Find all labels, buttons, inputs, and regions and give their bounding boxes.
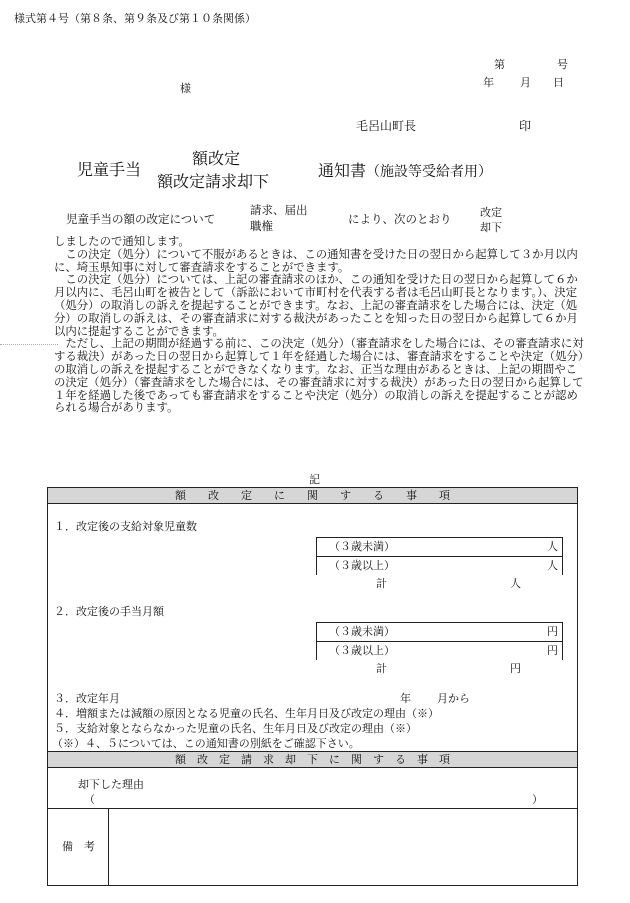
row-unit: 人 <box>547 559 558 572</box>
remarks-column-line <box>108 808 109 885</box>
paragraph-1: この決定（処分）について不服があるときは、この通知書を受けた日の翌日から起算して３か月以内に、埼玉県知事に対して審査請求をすることができます。 <box>54 246 578 274</box>
row-label: （３歳未満） <box>329 540 395 553</box>
item4-label: ４．増額または減額の原因となる児童の氏名、生年月日及び改定の理由（※） <box>54 707 439 720</box>
row-label: （３歳未満） <box>329 625 395 638</box>
section1-header: 額 改 定 に 関 す る 事 項 <box>48 487 577 504</box>
intro-part1: 児童手当の額の改定について <box>66 212 216 226</box>
children-total <box>316 575 563 593</box>
date-month: 月 <box>520 76 531 89</box>
title-option-rejection: 額改定請求却下 <box>157 172 270 191</box>
title-paren: （施設等受給者用） <box>366 164 492 180</box>
margin-dotted-line <box>0 344 58 345</box>
item3-year: 年 <box>400 692 411 705</box>
title-prefix: 児童手当 <box>77 160 142 179</box>
number-dai: 第 <box>494 58 505 71</box>
seal-mark: 印 <box>519 119 532 133</box>
remarks-divider <box>48 808 577 809</box>
reason-label: 却下した理由 <box>78 778 144 791</box>
amount-row-over3 <box>316 641 563 660</box>
section2-header: 額 改 定 請 求 却 下 に 関 す る 事 項 <box>48 751 577 768</box>
intro-choice1-line1: 請求、届出 <box>250 203 308 217</box>
row-label: （３歳以上） <box>329 559 395 572</box>
total-label: 計 <box>376 577 387 590</box>
form-number: 様式第４号（第８条、第９条及び第１０条関係） <box>14 12 256 25</box>
remarks-label: 備 考 <box>62 840 95 853</box>
paragraph-2: この決定（処分）については、上記の審査請求のほか、この通知を受けた日の翌日から起算して６か月以内に、毛呂山町を被告として（訴訟において市町村を代表する者は毛呂山町長となります。）、決定（処分）の取消しの訴えを提起することができます。なお、上記の審査請求をした場合には、決定（処分）の取消しの訴えは、その審査請求に対する裁決があったことを知った日の翌日から起算して６か月以内に提起することができます。 <box>54 272 578 338</box>
amount-total <box>316 660 563 678</box>
item3-month-from: 月から <box>437 692 470 705</box>
item2-label: ２．改定後の手当月額 <box>54 605 164 618</box>
total-unit: 円 <box>510 662 521 675</box>
row-unit: 人 <box>547 540 558 553</box>
amount-row-under3 <box>316 622 563 641</box>
amount-table <box>316 622 563 678</box>
children-row-under3 <box>316 537 563 556</box>
intro-choice2-line1: 改定 <box>480 206 502 219</box>
title-option-revision: 額改定 <box>192 149 241 168</box>
reason-paren-open: （ <box>84 793 95 806</box>
item1-label: １．改定後の支給対象児童数 <box>54 520 197 533</box>
recipient-sama: 様 <box>180 82 191 95</box>
title-suffix: 通知書 <box>318 161 367 180</box>
date-year: 年 <box>483 76 494 89</box>
paragraph-3: ただし、上記の期間が経過する前に、この決定（処分）（審査請求をした場合には、その審査請求に対する裁決）があった日の翌日から起算して１年を経過した場合には、審査請求をすることや決定（処分）の取消しの訴えを提起することができなくなります。なお、正当な理由があるときは、上記の期間やこの決定（処分）（審査請求をした場合には、その審査請求に対する裁決）があった日の翌日から起算して１年を経過した後であっても審査請求をすることや決定（処分）の取消しの訴えを提起することが認められる場合があります。 <box>54 336 584 415</box>
ki-heading: 記 <box>309 473 320 486</box>
date-day: 日 <box>553 76 564 89</box>
details-box <box>47 487 578 886</box>
reason-paren-close: ） <box>532 793 543 806</box>
intro-part3: しましたので通知します。 <box>54 234 190 248</box>
note: （※）４、５については、この通知書の別紙をご確認下さい。 <box>52 737 360 750</box>
row-label: （３歳以上） <box>329 644 395 657</box>
item5-label: ５．支給対象とならなかった児童の氏名、生年月日及び改定の理由（※） <box>54 722 417 735</box>
row-unit: 円 <box>547 644 558 657</box>
intro-choice1-line2: 職権 <box>250 219 273 233</box>
children-count-table <box>316 537 563 593</box>
item3-label: ３．改定年月 <box>54 692 120 705</box>
intro-choice2-line2: 却下 <box>480 221 502 234</box>
body-text <box>54 235 584 414</box>
total-label: 計 <box>376 662 387 675</box>
children-row-over3 <box>316 556 563 575</box>
number-go: 号 <box>557 58 568 71</box>
total-unit: 人 <box>510 577 521 590</box>
intro-part2: により、次のとおり <box>348 212 452 226</box>
row-unit: 円 <box>547 625 558 638</box>
sender-name: 毛呂山町長 <box>356 119 417 133</box>
